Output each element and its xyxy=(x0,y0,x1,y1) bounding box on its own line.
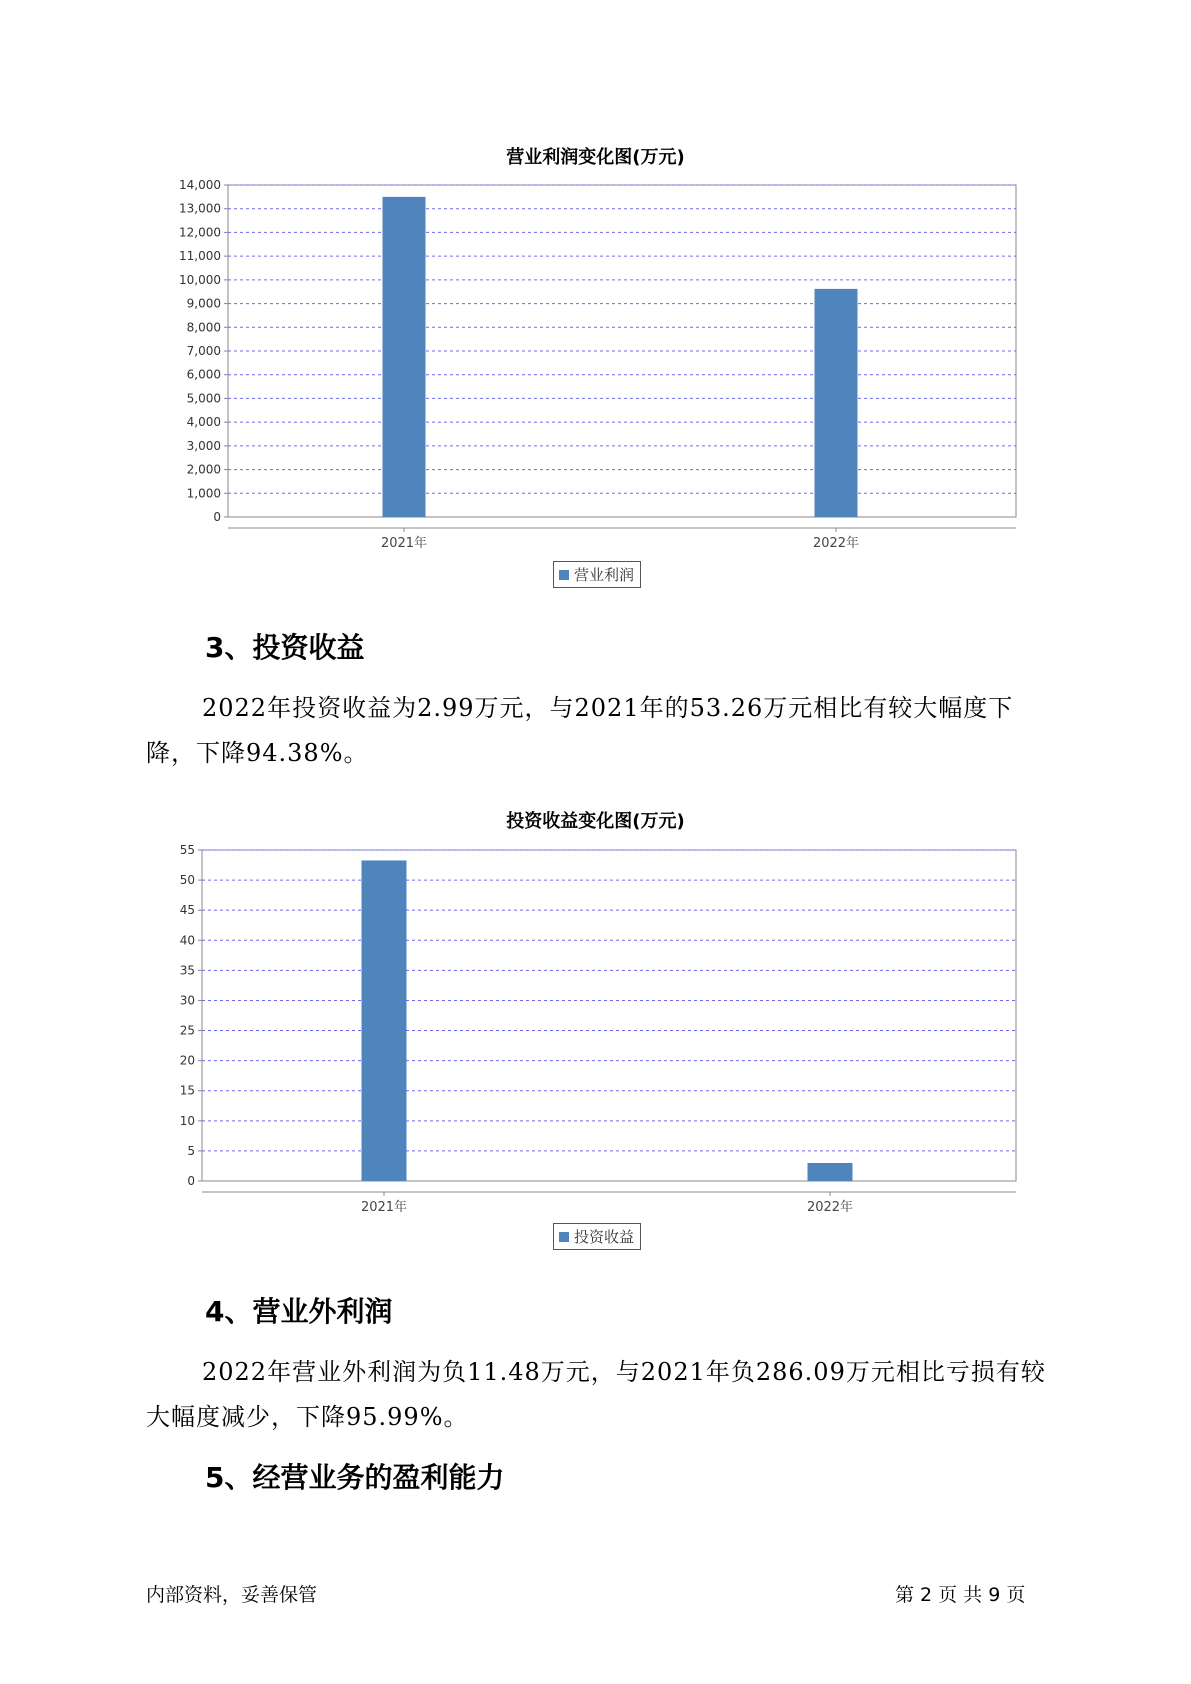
y-tick-label: 3,000 xyxy=(186,438,221,453)
y-tick-label: 35 xyxy=(179,963,195,978)
section-heading-investment-income: 3、投资收益 xyxy=(205,631,365,664)
y-tick-label: 0 xyxy=(187,1174,195,1188)
y-tick-label: 8,000 xyxy=(186,320,221,335)
bar-2 xyxy=(808,1163,853,1181)
y-tick-label: 7,000 xyxy=(186,344,221,358)
y-tick-label: 2,000 xyxy=(186,462,221,477)
footer-confidential-note: 内部资料，妥善保管 xyxy=(146,1584,318,1606)
plot-area xyxy=(202,850,1016,1181)
bar-1 xyxy=(362,860,407,1181)
y-tick-label: 40 xyxy=(179,933,195,948)
y-tick-label: 50 xyxy=(179,873,195,888)
y-tick-label: 55 xyxy=(179,843,195,857)
legend-label: 营业利润 xyxy=(574,566,635,584)
footer-page-number: 第 2 页 共 9 页 xyxy=(895,1584,1026,1606)
y-tick-label: 13,000 xyxy=(179,201,221,216)
paragraph-non-operating-profit: 2022年营业外利润为负11.48万元，与2021年负286.09万元相比亏损有较大幅度减少，下降95.99%。 xyxy=(146,1358,1046,1431)
x-tick-label: 2021年 xyxy=(360,1200,408,1215)
y-tick-label: 5 xyxy=(187,1143,195,1158)
chart-title-investment-income: 投资收益变化图(万元) xyxy=(506,811,685,832)
x-tick-label: 2022年 xyxy=(812,536,860,551)
section-heading-operating-profitability: 5、经营业务的盈利能力 xyxy=(205,1461,505,1494)
chart-title-operating-profit: 营业利润变化图(万元) xyxy=(506,147,685,168)
x-tick-label: 2021年 xyxy=(380,536,428,551)
y-tick-label: 4,000 xyxy=(186,415,221,430)
y-tick-label: 11,000 xyxy=(179,249,221,264)
y-tick-label: 5,000 xyxy=(186,391,221,406)
y-tick-label: 20 xyxy=(179,1053,195,1068)
y-tick-label: 45 xyxy=(179,903,195,918)
y-tick-label: 25 xyxy=(179,1023,195,1038)
y-tick-label: 10 xyxy=(179,1113,195,1128)
y-tick-label: 1,000 xyxy=(186,486,221,501)
section-heading-non-operating-profit: 4、营业外利润 xyxy=(205,1295,393,1328)
y-tick-label: 30 xyxy=(179,993,195,1008)
x-tick-label: 2022年 xyxy=(806,1200,854,1215)
chart-legend-investment-income xyxy=(553,1223,641,1250)
y-tick-label: 9,000 xyxy=(186,296,221,311)
paragraph-investment-income: 2022年投资收益为2.99万元，与2021年的53.26万元相比有较大幅度下降，下降94.38%。 xyxy=(146,694,1014,767)
y-tick-label: 10,000 xyxy=(179,272,221,287)
legend-label: 投资收益 xyxy=(574,1228,635,1246)
y-tick-label: 6,000 xyxy=(186,367,221,382)
y-tick-label: 14,000 xyxy=(179,178,221,192)
y-tick-label: 0 xyxy=(213,510,221,524)
legend-swatch xyxy=(559,1232,569,1242)
y-tick-label: 15 xyxy=(179,1083,195,1098)
y-tick-label: 12,000 xyxy=(179,225,221,240)
